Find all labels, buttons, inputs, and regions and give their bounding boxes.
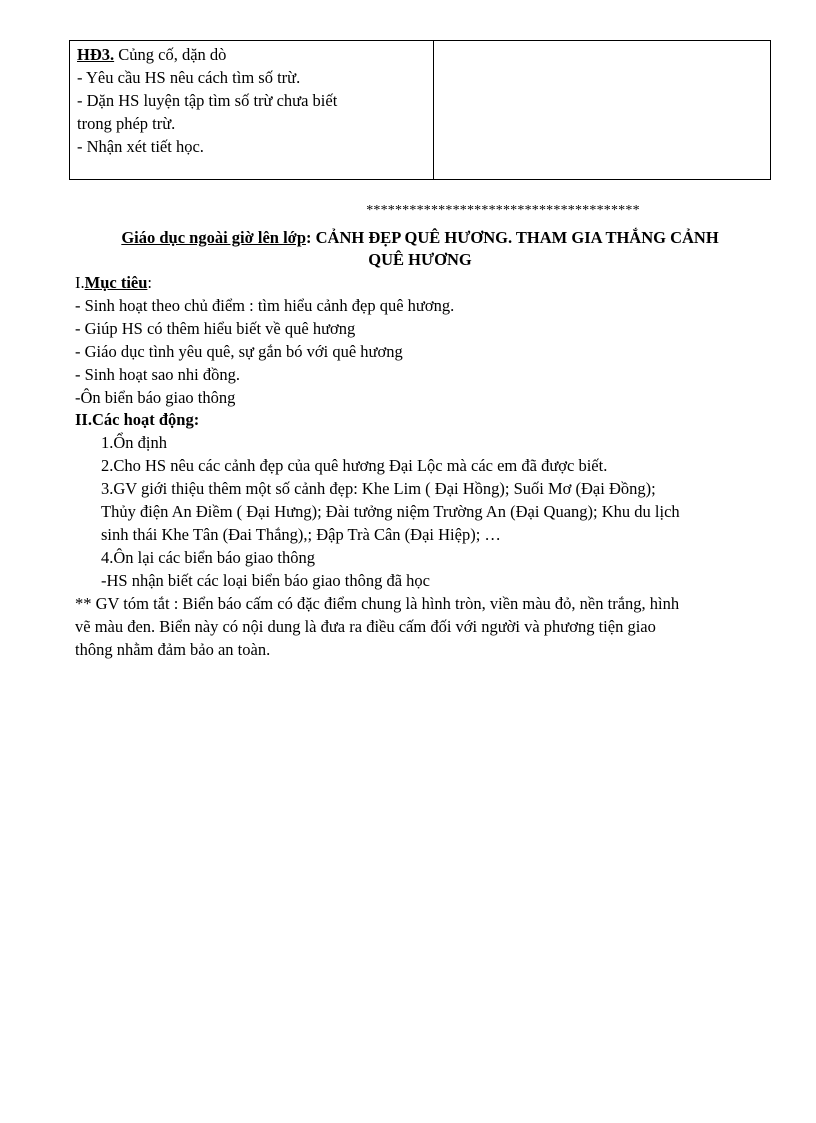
objective-item: - Sinh hoạt theo chủ điểm : tìm hiểu cảnh đẹp quê hương.: [75, 295, 455, 315]
activity-line: - Nhận xét tiết học.: [77, 137, 204, 156]
activity-step-continued: sinh thái Khe Tân (Đai Thắng),; Đập Trà Cân (Đại Hiệp); …: [101, 524, 501, 544]
objectives-heading: [75, 272, 775, 295]
document-body: [75, 272, 775, 661]
table-row: [70, 41, 771, 180]
activity-substep: -HS nhận biết các loại biển báo giao thông đã học: [101, 570, 430, 590]
summary-line: ** GV tóm tắt : Biển báo cấm có đặc điểm chung là hình tròn, viền màu đỏ, nền trắng, hình: [75, 593, 680, 613]
activity-step: 3.GV giới thiệu thêm một số cảnh đẹp: Khe Lim ( Đại Hồng); Suối Mơ (Đại Đồng);: [101, 479, 656, 499]
title-colon: :: [306, 228, 316, 247]
summary-line: vẽ màu đen. Biển này có nội dung là đưa ra điều cấm đối với người và phương tiện giao: [75, 616, 656, 636]
activity-line: - Dặn HS luyện tập tìm số trừ chưa biết: [77, 91, 338, 110]
activity-step: 2.Cho HS nêu các cảnh đẹp của quê hương Đại Lộc mà các em đã được biết.: [101, 456, 608, 476]
activity-heading: [77, 43, 427, 66]
lesson-table: [69, 40, 771, 180]
activity-step: 4.Ôn lại các biển báo giao thông: [101, 547, 315, 567]
activity-step: 1.Ổn định: [101, 433, 167, 453]
activities-heading: II.Các hoạt động:: [75, 410, 200, 430]
objective-item: -Ôn biển báo giao thông: [75, 387, 236, 407]
objectives-prefix: I.: [75, 273, 85, 292]
separator: **************************************: [366, 203, 640, 218]
title-text-line2: QUÊ HƯƠNG: [368, 250, 472, 269]
title-label: Giáo dục ngoài giờ lên lớp: [121, 228, 306, 247]
activity-step-continued: Thủy điện An Điềm ( Đại Hưng); Đài tưởng niệm Trường An (Đại Quang); Khu du lịch: [101, 502, 680, 522]
empty-cell: [434, 41, 771, 180]
activity-line: trong phép trừ.: [77, 114, 176, 133]
objective-item: - Giáo dục tình yêu quê, sự gắn bó với quê hương: [75, 341, 403, 361]
objective-item: - Giúp HS có thêm hiểu biết về quê hương: [75, 318, 356, 338]
objective-item: - Sinh hoạt sao nhi đồng.: [75, 364, 240, 384]
title-text-line1: CẢNH ĐẸP QUÊ HƯƠNG. THAM GIA THẮNG CẢNH: [315, 228, 719, 247]
activity-line: - Yêu cầu HS nêu cách tìm số trừ.: [77, 68, 301, 87]
section-title: [60, 227, 780, 271]
activity-title: Củng cố, dặn dò: [114, 45, 227, 64]
objectives-suffix: :: [147, 273, 152, 292]
summary-line: thông nhằm đảm bảo an toàn.: [75, 639, 271, 659]
activity-label: HĐ3.: [77, 45, 115, 64]
activity-cell: [70, 41, 434, 180]
objectives-label: Mục tiêu: [84, 273, 148, 292]
